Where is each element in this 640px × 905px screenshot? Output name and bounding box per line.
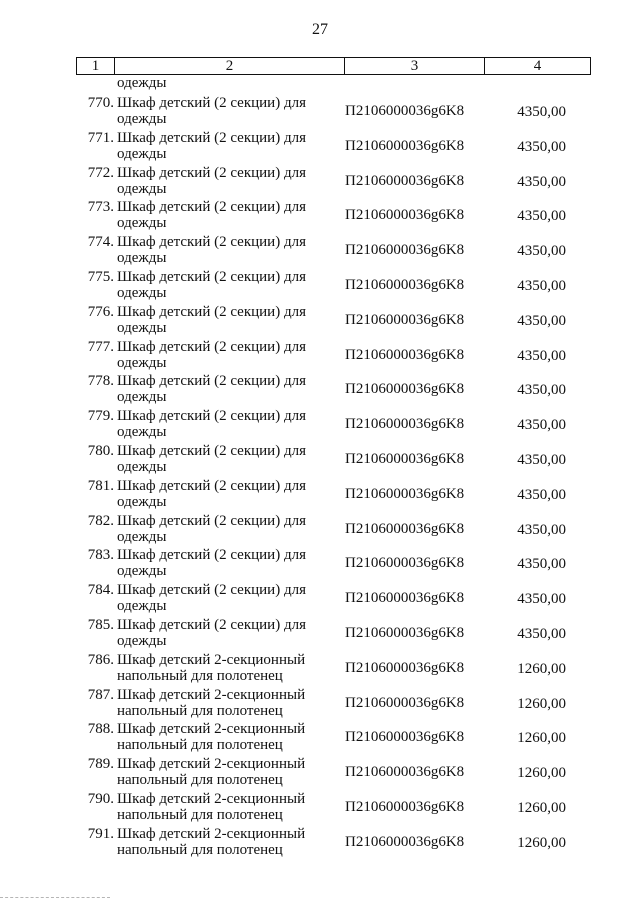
item-name-line-2: одежды [117, 458, 167, 475]
item-name-line-2: одежды [117, 284, 167, 301]
item-price: 4350,00 [517, 104, 566, 120]
page-footer-line [0, 897, 110, 898]
item-code: П2106000036g6K8 [345, 833, 465, 850]
item-name [117, 199, 327, 231]
row-number: 773. [87, 199, 114, 216]
item-price: 1260,00 [517, 834, 566, 851]
item-price: 4350,00 [517, 208, 566, 225]
table-row [0, 408, 640, 443]
table-row [0, 165, 640, 200]
item-name-line-2: одежды [117, 250, 167, 267]
page-number: 27 [312, 21, 328, 38]
item-name [117, 95, 327, 127]
item-name-line-1: Шкаф детский 2-секционный [117, 825, 306, 842]
table-row [0, 826, 640, 861]
item-name-line-1: Шкаф детский (2 секции) для [117, 547, 306, 564]
item-code: П2106000036g6K8 [345, 346, 465, 363]
item-name-line-1: Шкаф детский (2 секции) для [117, 582, 306, 599]
item-price: 4350,00 [517, 625, 566, 642]
item-code: П2106000036g6K8 [345, 555, 465, 572]
item-name [117, 617, 327, 649]
item-name-line-1: Шкаф детский (2 секции) для [117, 408, 306, 425]
table-row [0, 721, 640, 756]
item-code: П2106000036g6K8 [345, 242, 465, 259]
row-number: 789. [87, 756, 114, 773]
item-code: П2106000036g6K8 [345, 137, 465, 154]
item-name [117, 269, 327, 301]
item-code: П2106000036g6K8 [345, 381, 465, 398]
row-number: 777. [87, 338, 114, 355]
item-name-line-1: Шкаф детский (2 секции) для [117, 616, 306, 633]
header-col-1: 1 [77, 58, 115, 75]
table-row [0, 617, 640, 652]
item-name-line-2: напольный для полотенец [117, 737, 283, 754]
item-price: 4350,00 [517, 382, 566, 399]
item-name-line-2: одежды [117, 493, 167, 510]
row-number: 781. [87, 477, 114, 494]
item-price: 1260,00 [517, 799, 566, 816]
item-name-line-1: Шкаф детский (2 секции) для [117, 512, 306, 529]
item-name-line-1: Шкаф детский (2 секции) для [117, 164, 306, 181]
item-name-line-2: напольный для полотенец [117, 772, 283, 789]
item-code: П2106000036g6K8 [345, 311, 465, 328]
item-name-line-1: Шкаф детский 2-секционный [117, 721, 306, 738]
item-name-line-1: Шкаф детский 2-секционный [117, 756, 306, 773]
continuation-text: одежды [117, 75, 167, 91]
row-number: 787. [87, 686, 114, 703]
table-row [0, 582, 640, 617]
row-number: 775. [87, 268, 114, 285]
table-row [0, 199, 640, 234]
item-name [117, 791, 327, 823]
row-number: 791. [87, 825, 114, 842]
item-price: 4350,00 [517, 173, 566, 190]
item-name-line-1: Шкаф детский 2-секционный [117, 686, 306, 703]
header-col-2: 2 [115, 58, 345, 75]
item-name [117, 408, 327, 440]
item-name [117, 165, 327, 197]
item-name-line-1: Шкаф детский 2-секционный [117, 651, 306, 668]
item-name-line-1: Шкаф детский (2 секции) для [117, 442, 306, 459]
table-row [0, 513, 640, 548]
table-row [0, 130, 640, 165]
item-name [117, 130, 327, 162]
item-price: 1260,00 [517, 660, 566, 677]
item-name-line-2: напольный для полотенец [117, 841, 283, 858]
item-name-line-1: Шкаф детский (2 секции) для [117, 199, 306, 216]
item-price: 1260,00 [517, 730, 566, 747]
item-code: П2106000036g6K8 [345, 659, 465, 676]
row-number: 779. [87, 408, 114, 425]
table-row [0, 443, 640, 478]
table-row [0, 373, 640, 408]
row-number: 784. [87, 582, 114, 599]
item-price: 4350,00 [517, 243, 566, 260]
item-code: П2106000036g6K8 [345, 590, 465, 607]
item-price: 4350,00 [517, 417, 566, 434]
item-name [117, 687, 327, 719]
item-price: 4350,00 [517, 347, 566, 364]
item-name [117, 304, 327, 336]
item-name-line-2: одежды [117, 563, 167, 580]
item-code: П2106000036g6K8 [345, 624, 465, 641]
table-row [0, 791, 640, 826]
item-name-line-2: одежды [117, 598, 167, 615]
item-name-line-2: одежды [117, 180, 167, 197]
item-name [117, 826, 327, 858]
row-number: 772. [87, 164, 114, 181]
item-name-line-1: Шкаф детский (2 секции) для [117, 373, 306, 390]
item-code: П2106000036g6K8 [345, 485, 465, 502]
row-number: 785. [87, 616, 114, 633]
item-name-line-2: одежды [117, 354, 167, 371]
table-row [0, 478, 640, 513]
item-name-line-2: одежды [117, 389, 167, 406]
item-name-line-1: Шкаф детский 2-секционный [117, 790, 306, 807]
table-row [0, 652, 640, 687]
table-row [0, 687, 640, 722]
item-code: П2106000036g6K8 [345, 416, 465, 433]
item-code: П2106000036g6K8 [345, 450, 465, 467]
item-name-line-2: напольный для полотенец [117, 667, 283, 684]
item-price: 1260,00 [517, 765, 566, 782]
table-row [0, 339, 640, 374]
item-code: П2106000036g6K8 [345, 276, 465, 293]
header-col-4: 4 [485, 58, 591, 75]
table-row [0, 756, 640, 791]
row-number: 771. [87, 129, 114, 146]
table-row [0, 269, 640, 304]
item-name-line-2: напольный для полотенец [117, 702, 283, 719]
table-body [0, 95, 640, 861]
item-name-line-1: Шкаф детский (2 секции) для [117, 477, 306, 494]
item-name-line-1: Шкаф детский (2 секции) для [117, 129, 306, 146]
item-name-line-1: Шкаф детский (2 секции) для [117, 234, 306, 251]
item-code: П2106000036g6K8 [345, 694, 465, 711]
item-name [117, 373, 327, 405]
item-name [117, 513, 327, 545]
item-name-line-2: одежды [117, 145, 167, 162]
item-name-line-2: одежды [117, 632, 167, 649]
row-number: 790. [87, 790, 114, 807]
table-row [0, 234, 640, 269]
header-col-3: 3 [345, 58, 485, 75]
row-number: 782. [87, 512, 114, 529]
item-code: П2106000036g6K8 [345, 207, 465, 224]
row-number: 786. [87, 651, 114, 668]
item-price: 4350,00 [517, 556, 566, 573]
row-number: 778. [87, 373, 114, 390]
item-price: 4350,00 [517, 591, 566, 608]
item-name [117, 756, 327, 788]
table-row [0, 547, 640, 582]
item-code: П2106000036g6K8 [345, 798, 465, 815]
item-code: П2106000036g6K8 [345, 520, 465, 537]
item-name-line-1: Шкаф детский (2 секции) для [117, 95, 306, 111]
item-code: П2106000036g6K8 [345, 764, 465, 781]
item-price: 4350,00 [517, 138, 566, 155]
item-name [117, 234, 327, 266]
item-name-line-1: Шкаф детский (2 секции) для [117, 268, 306, 285]
item-code: П2106000036g6K8 [345, 729, 465, 746]
row-number: 788. [87, 721, 114, 738]
item-name-line-2: одежды [117, 111, 167, 127]
item-code: П2106000036g6K8 [345, 103, 465, 119]
item-name [117, 547, 327, 579]
item-name [117, 339, 327, 371]
item-name-line-1: Шкаф детский (2 секции) для [117, 338, 306, 355]
item-price: 1260,00 [517, 695, 566, 712]
table-row [0, 95, 640, 130]
table-row [0, 304, 640, 339]
item-name-line-2: одежды [117, 319, 167, 336]
item-name-line-2: напольный для полотенец [117, 806, 283, 823]
item-name [117, 478, 327, 510]
row-number: 780. [87, 442, 114, 459]
item-price: 4350,00 [517, 486, 566, 503]
item-name [117, 721, 327, 753]
item-name-line-2: одежды [117, 528, 167, 545]
item-name [117, 582, 327, 614]
item-name-line-1: Шкаф детский (2 секции) для [117, 303, 306, 320]
item-price: 4350,00 [517, 451, 566, 468]
row-number: 776. [87, 303, 114, 320]
item-price: 4350,00 [517, 312, 566, 329]
item-price: 4350,00 [517, 277, 566, 294]
item-name [117, 652, 327, 684]
row-number: 774. [87, 234, 114, 251]
row-number: 770. [87, 95, 114, 111]
item-code: П2106000036g6K8 [345, 172, 465, 189]
row-number: 783. [87, 547, 114, 564]
item-name-line-2: одежды [117, 215, 167, 232]
table-header [76, 57, 591, 75]
item-name [117, 443, 327, 475]
item-name-line-2: одежды [117, 424, 167, 441]
item-price: 4350,00 [517, 521, 566, 538]
